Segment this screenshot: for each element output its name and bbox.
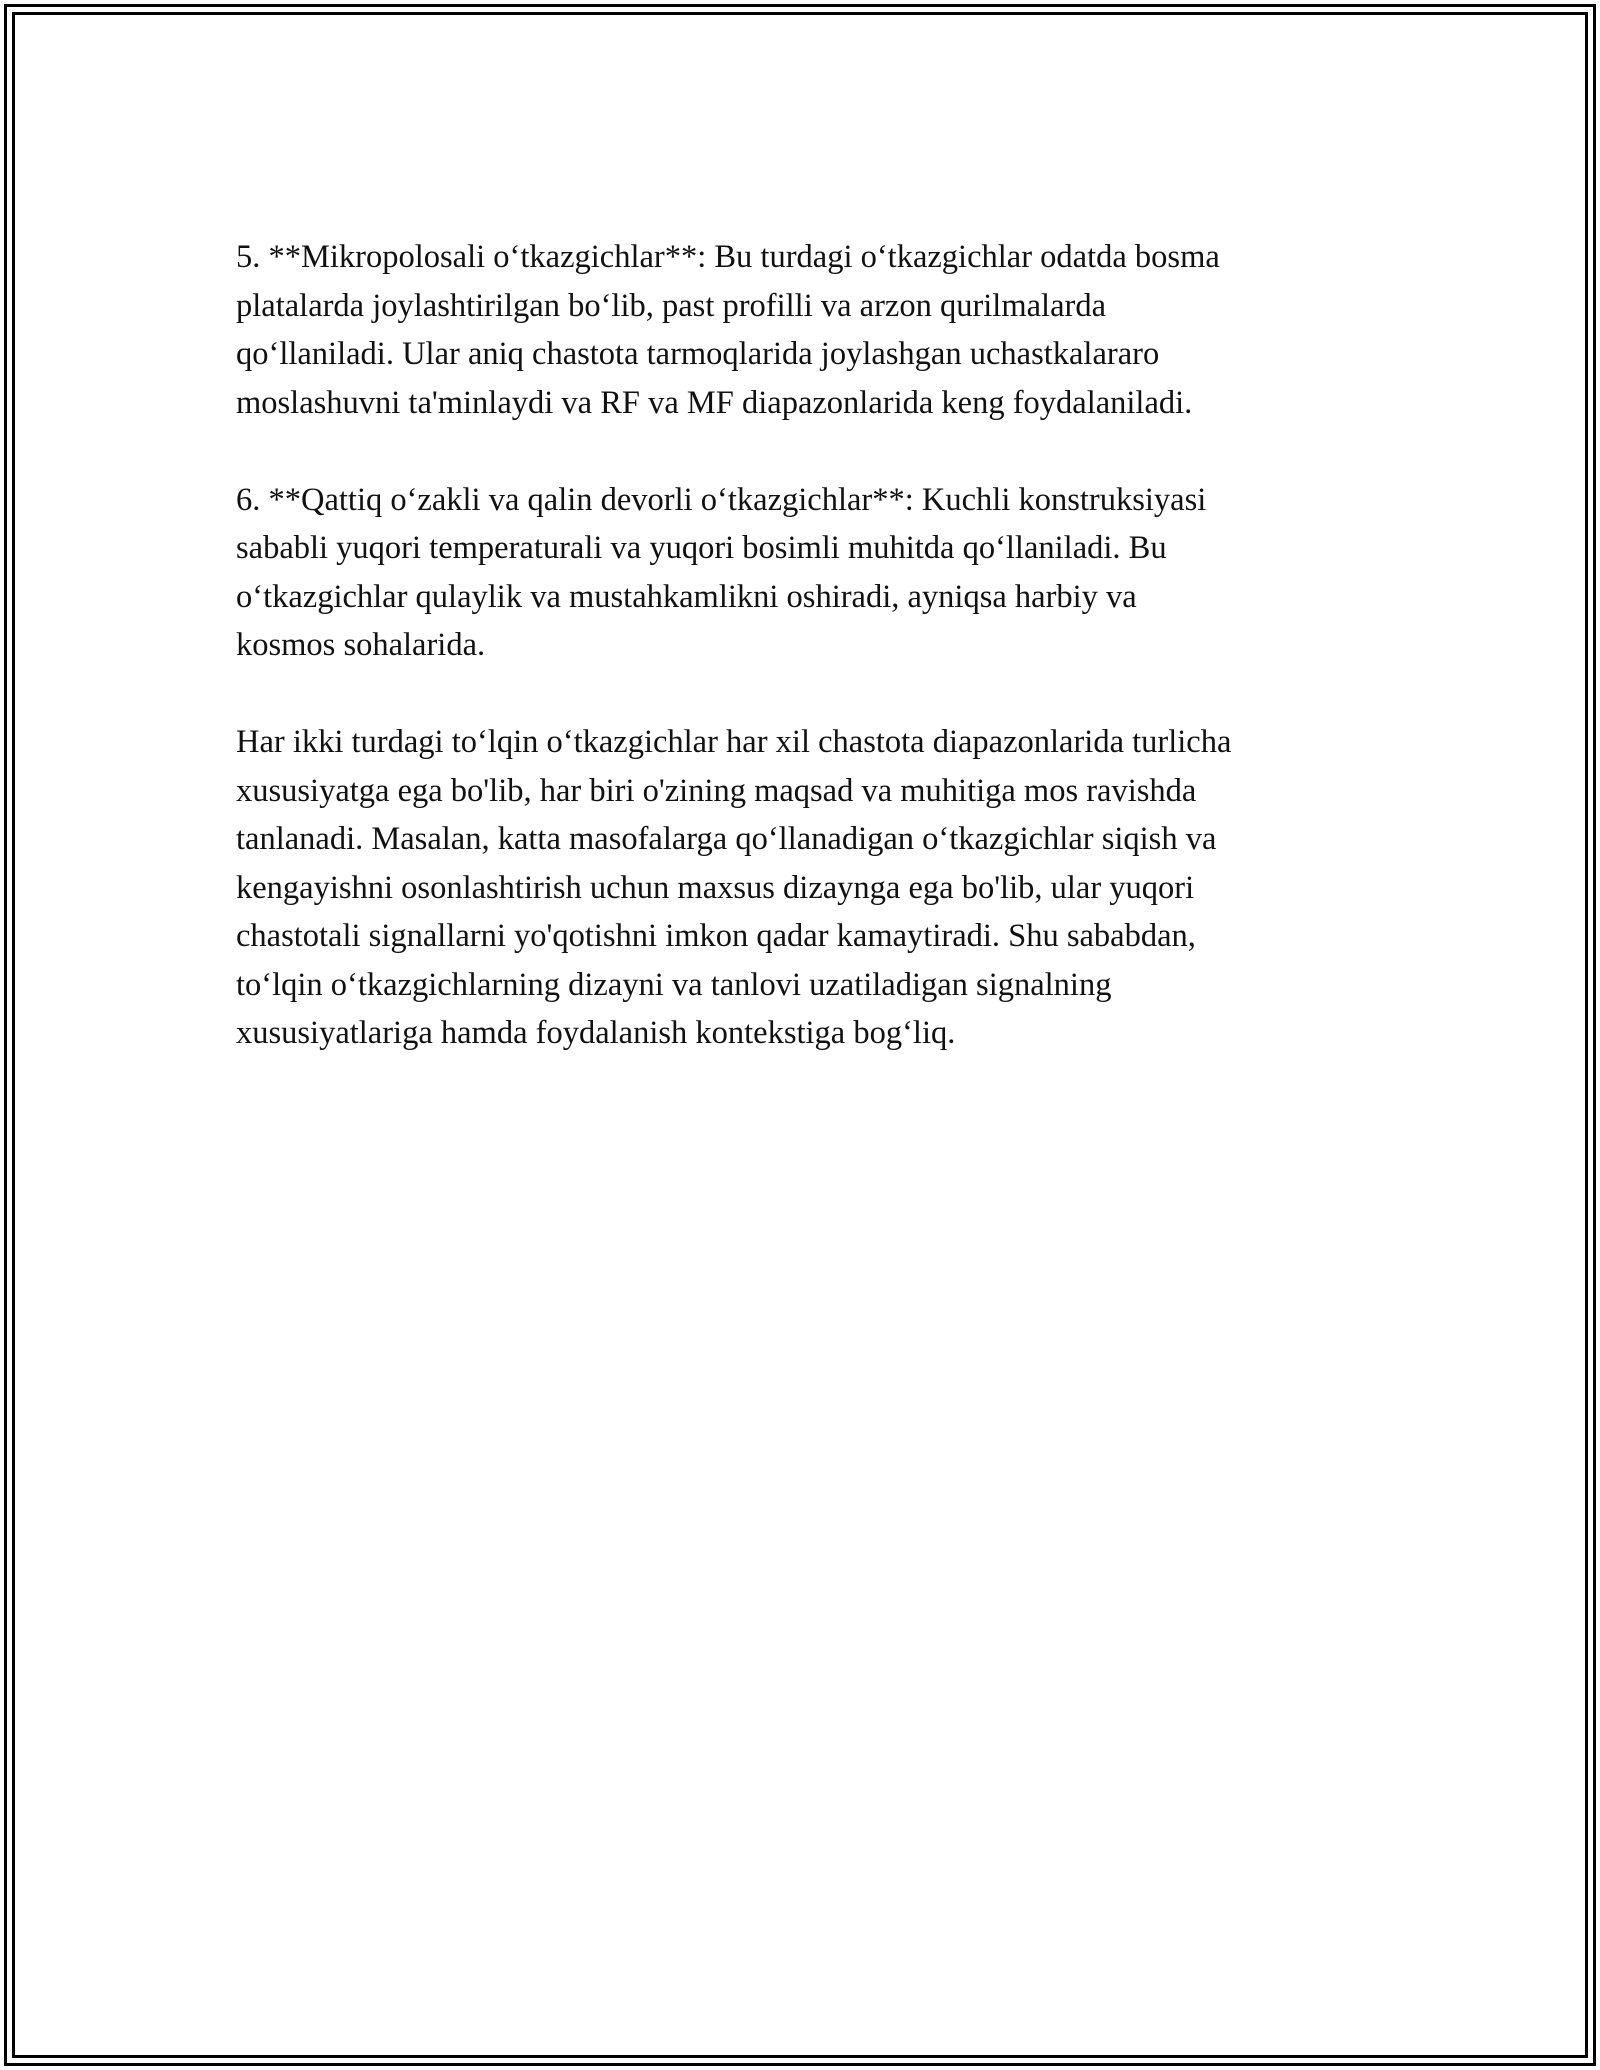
- text-line: 6. **Qattiq o‘zakli va qalin devorli o‘tkazgichlar**: Kuchli konstruksiyasi: [236, 481, 1207, 518]
- text-line: platalarda joylashtirilgan bo‘lib, past profilli va arzon qurilmalarda: [236, 287, 1106, 324]
- text-line: chastotali signallarni yo'qotishni imkon qadar kamaytiradi. Shu sababdan,: [236, 918, 1196, 954]
- text-line: moslashuvni ta'minlaydi va RF va MF diapazonlarida keng foydalaniladi.: [236, 384, 1193, 421]
- text-line: kengayishni osonlashtirish uchun maxsus dizaynga ega bo'lib, ular yuqori: [236, 869, 1195, 906]
- paragraph-microstrip: [236, 233, 1376, 427]
- text-line: o‘tkazgichlar qulaylik va mustahkamlikni oshiradi, ayniqsa harbiy va: [236, 578, 1137, 615]
- text-line: xususiyatga ega bo'lib, har biri o'zining maqsad va muhitiga mos ravishda: [236, 772, 1197, 809]
- text-line: 5. **Mikropolosali o‘tkazgichlar**: Bu turdagi o‘tkazgichlar odatda bosma: [236, 239, 1220, 275]
- text-line: Har ikki turdagi to‘lqin o‘tkazgichlar har xil chastota diapazonlarida turlicha: [236, 724, 1232, 760]
- text-line: sababli yuqori temperaturali va yuqori bosimli muhitda qo‘llaniladi. Bu: [236, 530, 1167, 566]
- text-line: xususiyatlariga hamda foydalanish kontekstiga bog‘liq.: [236, 1015, 956, 1051]
- text-line: qo‘llaniladi. Ular aniq chastota tarmoqlarida joylashgan uchastkalararo: [236, 336, 1160, 372]
- document-body: [236, 233, 1376, 1106]
- paragraph-rigid-core: [236, 476, 1376, 670]
- text-line: tanlanadi. Masalan, katta masofalarga qo‘llanadigan o‘tkazgichlar siqish va: [236, 821, 1217, 857]
- text-line: to‘lqin o‘tkazgichlarning dizayni va tanlovi uzatiladigan signalning: [236, 966, 1112, 1003]
- paragraph-summary: [236, 718, 1376, 1058]
- text-line: kosmos sohalarida.: [236, 627, 486, 663]
